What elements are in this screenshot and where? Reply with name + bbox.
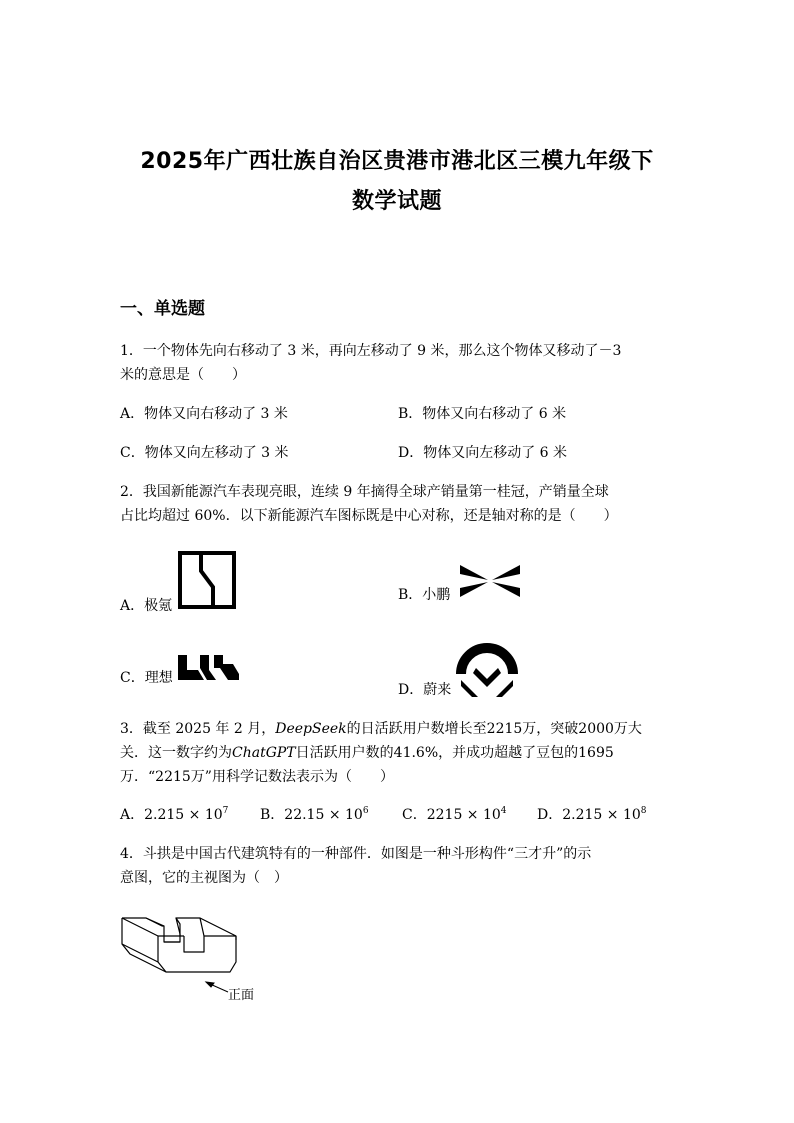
front-view-label: 正面 [228,988,255,1003]
q3-line2-part1: 关．这一数字约为 [120,745,232,761]
q3-line1-part1: 3．截至 2025 年 2 月， [120,721,276,737]
q3-option-c-label: C． [402,807,427,823]
q3-option-d-exponent: 8 [640,806,647,816]
section-heading: 一、单选题 [120,299,205,319]
q3-option-a[interactable] [120,806,228,824]
q3-option-b[interactable] [260,806,369,824]
q3-text-line2 [120,744,614,762]
xpeng-logo-icon [458,563,522,599]
q3-deepseek-term: DeepSeek [275,721,347,737]
zeekr-logo-icon [178,551,236,609]
q1-option-c[interactable]: C．物体又向左移动了 3 米 [120,445,289,461]
q3-option-d[interactable] [537,806,647,824]
q3-text-line1 [120,720,642,738]
q3-option-b-exponent: 6 [362,806,369,816]
q3-option-d-label: D． [537,807,563,823]
q3-option-c-base: 2215 × 10 [426,807,501,823]
lixiang-logo-icon [178,655,240,681]
q2-text-line1: 2．我国新能源汽车表现亮眼，连续 9 年摘得全球产销量第一桂冠，产销量全球 [120,484,609,500]
q1-option-a[interactable]: A．物体又向右移动了 3 米 [120,406,288,422]
q3-option-b-base: 22.15 × 10 [284,807,363,823]
page-subtitle: 数学试题 [351,189,442,214]
q1-option-b[interactable]: B．物体又向右移动了 6 米 [398,406,567,422]
q2-option-b[interactable]: B．小鹏 [398,587,451,603]
q1-text-line2: 米的意思是（ ） [120,367,246,383]
q3-option-a-exponent: 7 [222,806,229,816]
q3-option-a-label: A． [120,807,145,823]
q1-option-d[interactable]: D．物体又向左移动了 6 米 [398,445,568,461]
q2-option-d[interactable]: D．蔚来 [398,682,452,698]
q3-option-a-base: 2.215 × 10 [144,807,223,823]
nio-logo-icon [458,642,516,698]
q2-text-line2: 占比均超过 60%．以下新能源汽车图标既是中心对称，还是轴对称的是（ ） [120,508,618,524]
q3-text-line3: 万．“2215万”用科学记数法表示为（ ） [120,769,394,785]
q1-text-line1: 1．一个物体先向右移动了 3 米，再向左移动了 9 米，那么这个物体又移动了－3 [120,343,622,359]
q4-text-line1: 4．斗拱是中国古代建筑特有的一种部件．如图是一种斗形构件“三才升”的示 [120,846,592,862]
q3-option-c-exponent: 4 [500,806,507,816]
q2-option-a[interactable]: A．极氪 [120,598,173,614]
q3-line1-part3: 的日活跃用户数增长至2215万，突破2000万大 [346,721,642,737]
q2-option-c[interactable]: C．理想 [120,670,173,686]
q4-text-line2: 意图，它的主视图为（ ） [120,870,288,886]
q3-line2-part3: 日活跃用户数的41.6%，并成功超越了豆包的1695 [295,745,614,761]
q3-chatgpt-term: ChatGPT [232,745,296,761]
page-title: 2025年广西壮族自治区贵港市港北区三模九年级下 [140,149,654,174]
q3-option-d-base: 2.215 × 10 [562,807,641,823]
q3-option-c[interactable] [402,806,507,824]
q3-option-b-label: B． [260,807,285,823]
